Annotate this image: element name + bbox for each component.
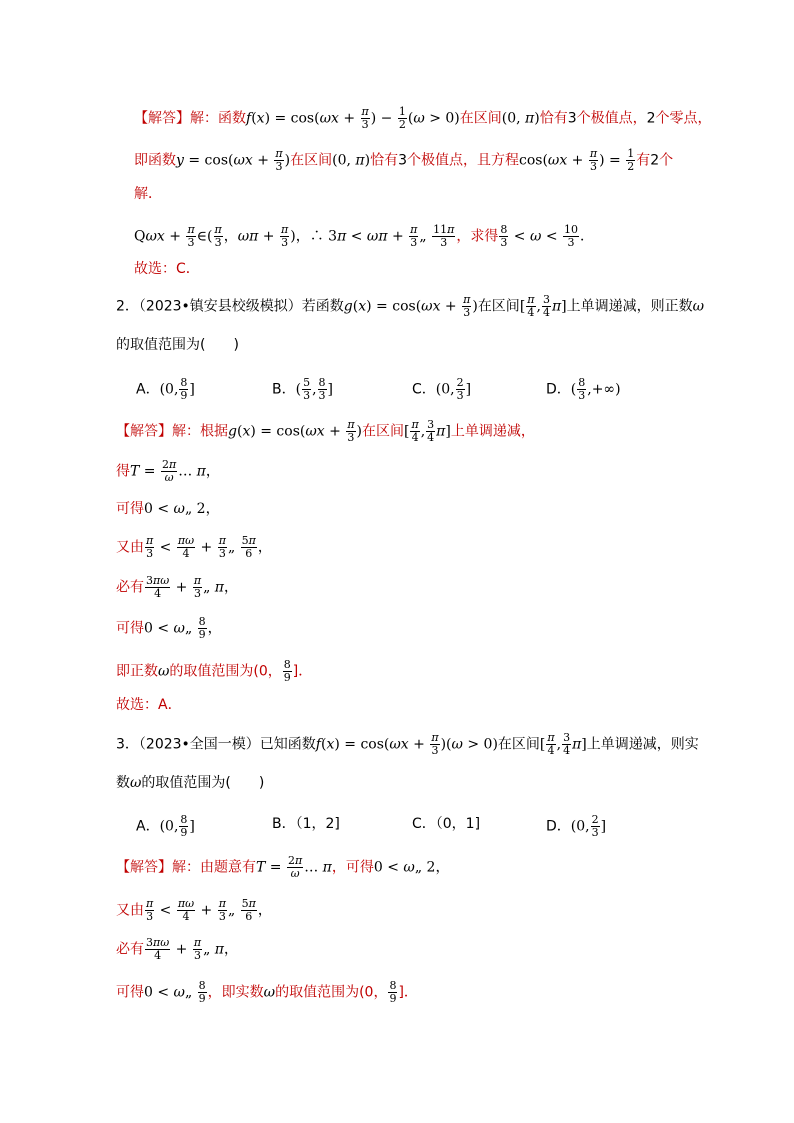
text: 个极值点， xyxy=(576,110,647,127)
text: 得 xyxy=(116,463,130,480)
text: 在区间 xyxy=(497,736,540,753)
text: 2．（2023•镇安县校级模拟）若函数 xyxy=(116,298,344,315)
text: 恰有 xyxy=(539,110,568,127)
text: ，可得 xyxy=(331,859,374,876)
problem2-answer: 故选：A． xyxy=(116,697,182,713)
problem3-solution-line1: 【解答】解：由题意有T = $\frac{2\pi}{\omega}$ … π，可得0 < ω„ 2， xyxy=(116,854,450,880)
problem3-stem-line2: 数ω的取值范围为( ) xyxy=(116,775,265,791)
solution1-line4: Qωx + $\frac{\pi}{3}$ ∈( $\frac{\pi}{3}$ ，ωπ + $\frac{\pi}{3}$ )，∴ 3π < ωπ + $\frac{\pi}{3}$ „ $\frac{11\pi}{3}$ ，求得 $\frac{8}{3}$ < ω < $\frac{10}{3}$ ． xyxy=(134,223,595,249)
text: 有 xyxy=(636,152,651,169)
option-label: A． xyxy=(136,818,160,835)
problem2-solution-line4: 又由 $\frac{\pi}{3}$ < $\frac{\pi\omega}{4}$ + $\frac{\pi}{3}$ „ $\frac{5\pi}{6}$ ， xyxy=(116,534,272,560)
problem2-option-b: B．( $\frac{5}{3}$ , $\frac{8}{3}$ ] xyxy=(272,376,333,402)
num: 3 xyxy=(567,110,577,127)
num: 2 xyxy=(646,110,656,127)
text: 又由 xyxy=(116,539,144,556)
answer-tag: 【解答】 xyxy=(116,859,172,876)
problem3-solution-line3: 必有 $\frac{3\pi\omega}{4}$ + $\frac{\pi}{3}$ „ π， xyxy=(116,936,238,962)
text: 数 xyxy=(116,775,130,791)
text: 的取值范围为(0， xyxy=(275,984,388,1001)
omega: ω xyxy=(692,298,705,315)
solution1-answer: 故选：C． xyxy=(134,261,200,277)
text: 可得 xyxy=(116,501,144,517)
option-label: D． xyxy=(546,381,571,398)
problem3-stem-line1: 3．（2023•全国一模）已知函数f(x) = cos(ωx + $\frac{\pi}{3}$ )(ω > 0)在区间[ $\frac{\pi}{4}$ , $\frac{3}{4}$ π]上单调递减，则实 xyxy=(116,731,699,757)
problem3-option-a: A．(0, $\frac{8}{9}$ ] xyxy=(136,813,195,839)
answer-tag: 【解答】 xyxy=(134,110,190,127)
text: ，即实数 xyxy=(207,984,264,1001)
text: 个零点， xyxy=(655,110,712,127)
text: 可得 xyxy=(116,620,144,637)
answer-tag: 【解答】 xyxy=(116,423,172,440)
num: 2 xyxy=(650,152,660,169)
problem3-solution-line4: 可得0 < ω„ $\frac{8}{9}$ ，即实数ω的取值范围为(0， $\frac{8}{9}$ ]． xyxy=(116,979,418,1005)
text: 上单调递减，则正数 xyxy=(566,298,693,315)
text: 必有 xyxy=(116,579,144,596)
text: 在区间 xyxy=(477,298,520,315)
text: 解：由题意有 xyxy=(172,859,256,876)
problem2-option-a: A．(0, $\frac{8}{9}$ ] xyxy=(136,376,195,402)
problem3-solution-line2: 又由 $\frac{\pi}{3}$ < $\frac{\pi\omega}{4}$ + $\frac{\pi}{3}$ „ $\frac{5\pi}{6}$ ， xyxy=(116,897,272,923)
text: 即函数 xyxy=(134,152,176,169)
problem3-option-d: D．(0, $\frac{2}{3}$ ] xyxy=(546,813,607,839)
text: 3．（2023•全国一模）已知函数 xyxy=(116,736,316,753)
text: 的取值范围为(0， xyxy=(169,663,282,680)
problem2-stem-line2: 的取值范围为( ) xyxy=(116,337,239,353)
text: 必有 xyxy=(116,941,144,958)
text: 个极值点，且方程 xyxy=(407,152,519,169)
formula: f xyxy=(246,110,252,127)
text: 上单调递减， xyxy=(450,423,535,440)
solution1-line3: 解． xyxy=(134,186,162,202)
text: ，求得 xyxy=(456,228,499,245)
text: 在区间 xyxy=(290,152,333,169)
text: 可得 xyxy=(116,984,144,1001)
problem2-solution-line3: 可得0 < ω„ 2， xyxy=(116,501,220,517)
option-label: B． xyxy=(272,381,296,398)
text: ． xyxy=(580,228,595,245)
num: 3 xyxy=(398,152,407,169)
solution1-line1: 【解答】解：函数f(x) = cos(ωx + $\frac{\pi}{3}$ ) − $\frac{1}{2}$ (ω > 0)在区间(0, π)恰有3个极值点，2个零点， xyxy=(134,105,712,131)
problem2-option-d: D．( $\frac{8}{3}$ ,+∞) xyxy=(546,376,621,402)
text: 恰有 xyxy=(370,152,399,169)
text: 解：根据 xyxy=(172,423,228,440)
text: 的取值范围为( ) xyxy=(141,775,265,791)
text: 即正数 xyxy=(116,663,158,680)
text: 个 xyxy=(659,152,674,169)
text: 在区间 xyxy=(362,423,405,440)
text: ]． xyxy=(292,663,313,680)
option-label: D． xyxy=(546,818,571,835)
solution1-line2: 即函数y = cos(ωx + $\frac{\pi}{3}$ )在区间(0, π)恰有3个极值点，且方程cos(ωx + $\frac{\pi}{3}$ ) = $\frac{1}{2}$ 有2个 xyxy=(134,147,674,173)
problem2-solution-line2: 得T = $\frac{2\pi}{\omega}$ … π， xyxy=(116,458,220,484)
problem2-option-c: C．(0, $\frac{2}{3}$ ] xyxy=(412,376,472,402)
problem3-option-b: B．（1，2] xyxy=(272,816,340,832)
problem2-solution-line6: 可得0 < ω„ $\frac{8}{9}$ ， xyxy=(116,615,222,641)
text: ]． xyxy=(398,984,418,1001)
problem2-solution-line1: 【解答】解：根据g(x) = cos(ωx + $\frac{\pi}{3}$ )在区间[ $\frac{\pi}{4}$ , $\frac{3}{4}$ π]上单调递减， xyxy=(116,418,535,444)
option-label: C． xyxy=(412,381,436,398)
problem3-option-c: C．（0，1] xyxy=(412,816,481,832)
text: 在区间 xyxy=(459,110,502,127)
text: 上单调递减，则实 xyxy=(586,736,699,753)
problem2-solution-line7: 即正数ω的取值范围为(0， $\frac{8}{9}$ ]． xyxy=(116,658,313,684)
jie-label: 解： xyxy=(190,110,218,127)
option-label: A． xyxy=(136,381,160,398)
text: 函数 xyxy=(218,110,246,127)
problem2-stem-line1: 2．（2023•镇安县校级模拟）若函数g(x) = cos(ωx + $\frac{\pi}{3}$ )在区间[ $\frac{\pi}{4}$ , $\frac{3}{4}$ π]上单调递减，则正数ω xyxy=(116,293,705,319)
problem2-solution-line5: 必有 $\frac{3\pi\omega}{4}$ + $\frac{\pi}{3}$ „ π， xyxy=(116,574,238,600)
text: 又由 xyxy=(116,902,144,919)
